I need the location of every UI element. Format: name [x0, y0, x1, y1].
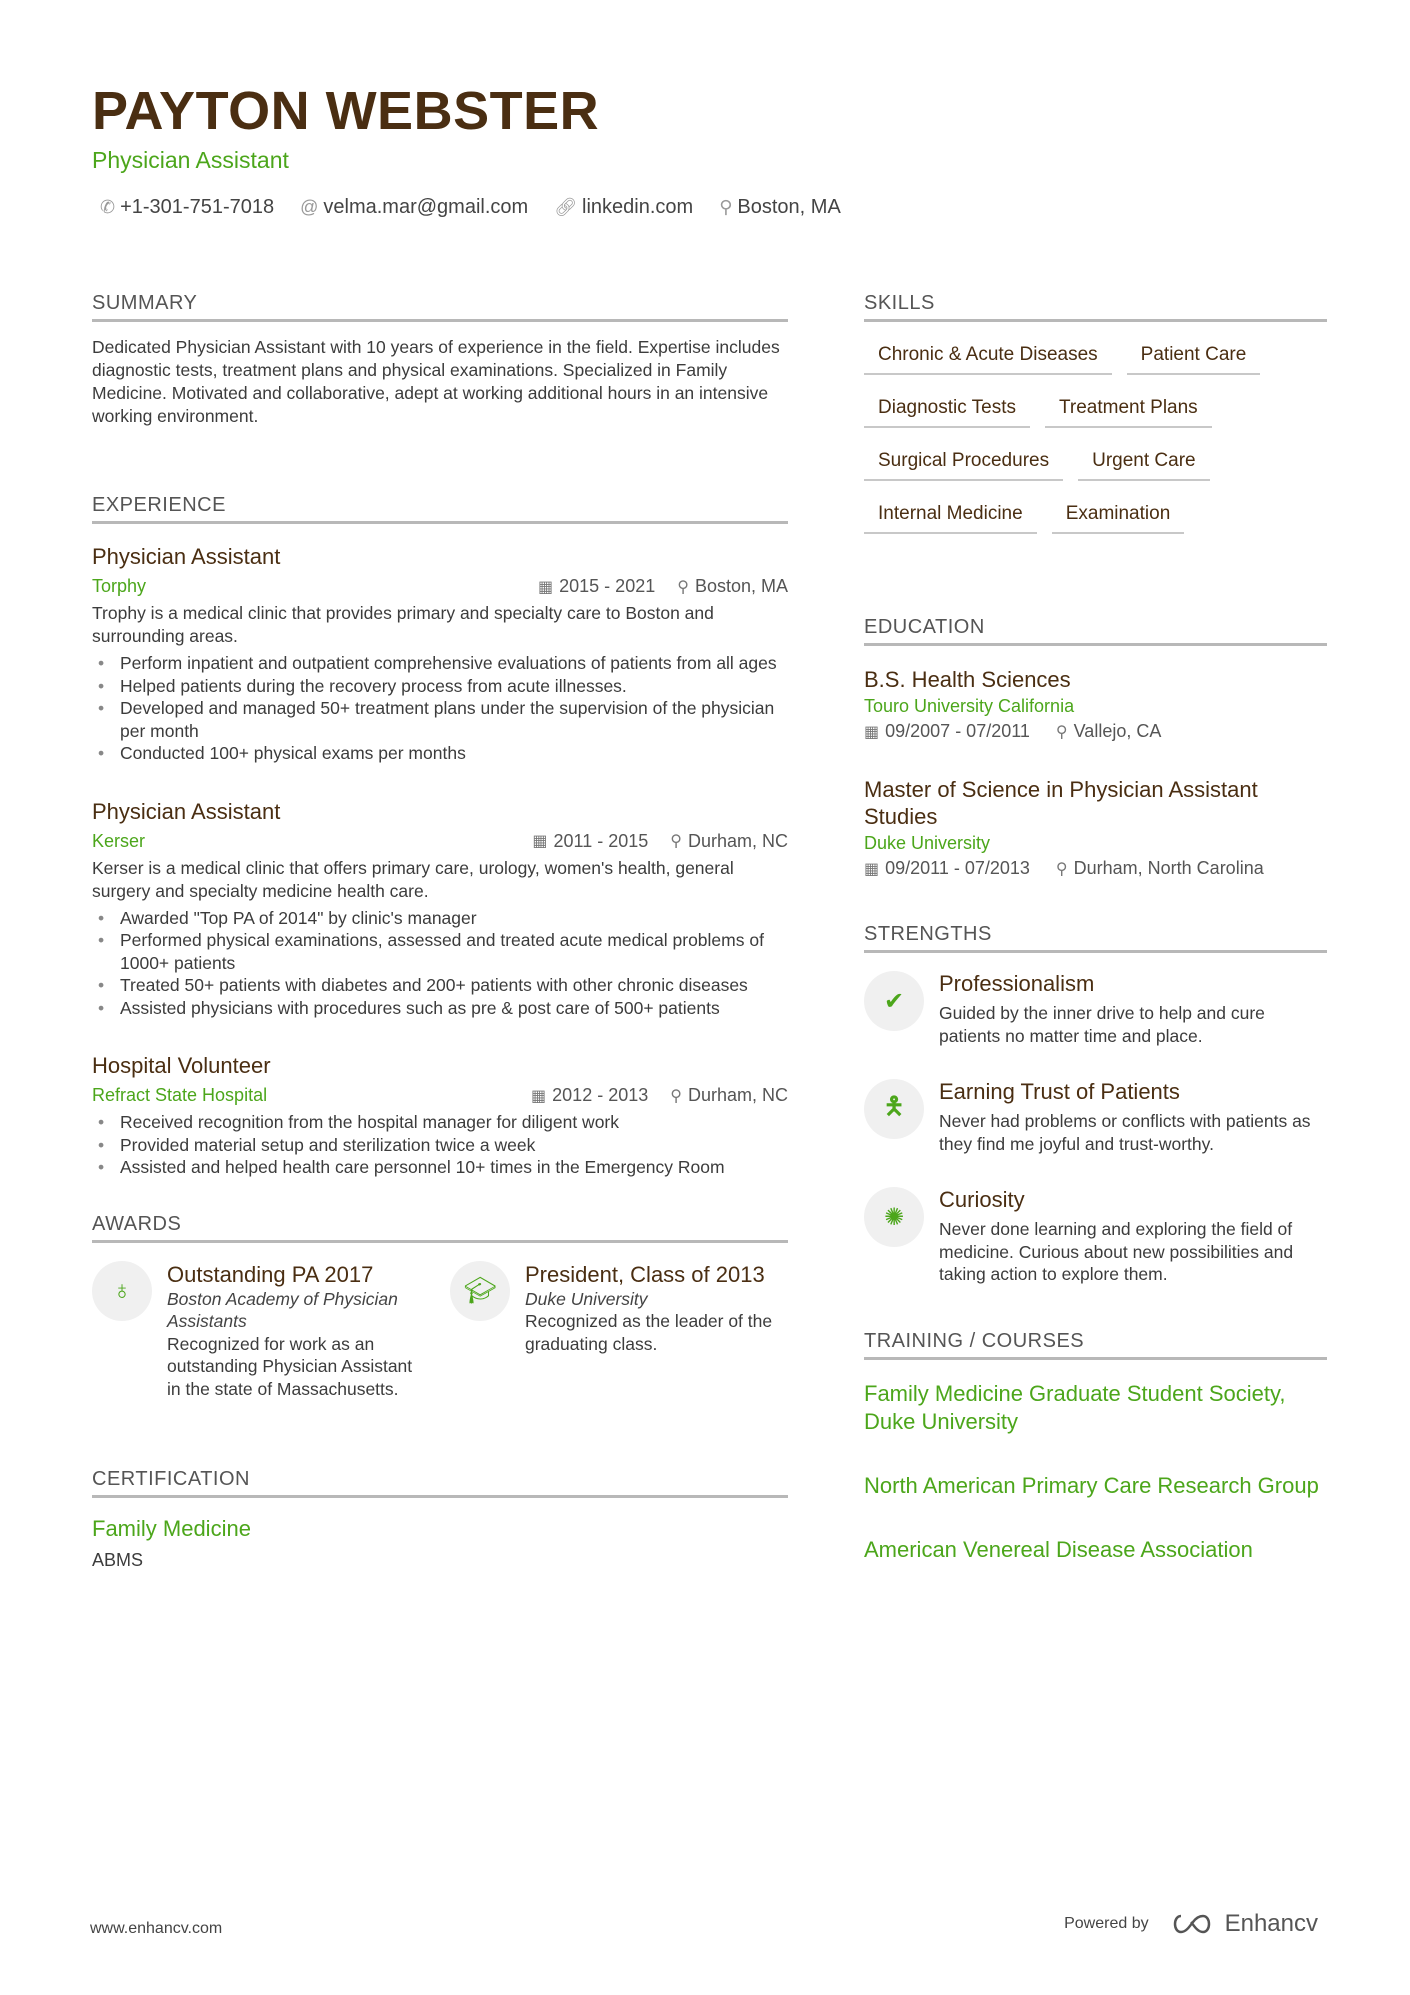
certification-org: ABMS [92, 1550, 144, 1570]
contact-email[interactable] [300, 196, 528, 219]
education-dates: 09/2011 - 07/2013 [885, 858, 1030, 878]
contact-phone-text: +1-301-751-7018 [120, 196, 275, 218]
link-icon: 🔗︎ [554, 197, 578, 217]
strength-item [864, 1187, 1327, 1286]
job-company: Torphy [92, 576, 147, 596]
education-school: Duke University [864, 833, 991, 853]
job-dates: 2015 - 2021 [559, 576, 656, 596]
footer-branding [1064, 1910, 1318, 1938]
list-item: • Helped patients during the recovery process from acute illnesses. [92, 675, 788, 698]
list-item: • Received recognition from the hospital manager for diligent work [92, 1111, 788, 1134]
contact-bar [100, 196, 841, 219]
job-location: Durham, NC [687, 1085, 788, 1105]
skill-tag: Patient Care [1127, 340, 1261, 375]
skill-tag: Diagnostic Tests [864, 393, 1030, 428]
at-icon: @ [300, 197, 319, 217]
course-item: American Venereal Disease Association [864, 1536, 1253, 1562]
strength-description: Never had problems or conflicts with patients as they find me joyful and trust-worthy. [939, 1111, 1311, 1154]
job-title: Physician Assistant [92, 798, 281, 824]
strength-description: Guided by the inner drive to help and cure patients no matter time and place. [939, 1003, 1265, 1046]
job-description: Kerser is a medical clinic that offers primary care, urology, women's health, general surgery and specialty medicine health care. [92, 857, 734, 901]
job-entry [92, 799, 788, 1020]
awards-section [92, 1213, 788, 1401]
contact-location [719, 196, 841, 219]
skill-tag: Treatment Plans [1045, 393, 1212, 428]
education-degree: Master of Science in Physician Assistant Studies [864, 777, 1258, 829]
calendar-icon: ▦ [531, 1087, 547, 1105]
location-icon: ⚲ [677, 578, 689, 596]
certification-name: Family Medicine [92, 1516, 251, 1541]
certification-heading: CERTIFICATION [92, 1468, 788, 1498]
location-icon: ⚲ [1055, 860, 1068, 878]
awards-heading: AWARDS [92, 1213, 788, 1243]
job-bullets [92, 907, 788, 1020]
award-title: President, Class of 2013 [525, 1261, 765, 1287]
education-dates: 09/2007 - 07/2011 [885, 721, 1030, 741]
summary-heading: SUMMARY [92, 292, 788, 322]
certification-section [92, 1468, 788, 1571]
experience-section [92, 494, 788, 1179]
enhancv-logo[interactable] [1169, 1910, 1318, 1938]
summary-text: Dedicated Physician Assistant with 10 years of experience in the field. Expertise includes diagnostic tests, treatment plans and physical examinations. Specialized in Family Medicine. Motivated and collaborative, adept at working additional hours in an intensive working environment. [92, 337, 780, 426]
job-dates: 2012 - 2013 [552, 1085, 649, 1105]
contact-location-text: Boston, MA [737, 196, 841, 218]
job-bullets [92, 652, 788, 765]
education-degree: B.S. Health Sciences [864, 667, 1071, 692]
award-org: Boston Academy of Physician Assistants [167, 1288, 398, 1331]
job-entry [92, 1053, 788, 1179]
footer-website[interactable]: www.enhancv.com [90, 1920, 223, 1937]
list-item: • Conducted 100+ physical exams per months [92, 742, 788, 765]
person-icon: 🯅 [864, 1079, 924, 1139]
list-item: • Treated 50+ patients with diabetes and 200+ patients with other chronic diseases [92, 974, 788, 997]
contact-linkedin-text: linkedin.com [582, 196, 694, 218]
strength-title: Earning Trust of Patients [939, 1079, 1180, 1104]
job-bullets [92, 1111, 788, 1179]
job-dates: 2011 - 2015 [553, 830, 649, 851]
graduation-cap-icon: 🎓︎ [450, 1261, 510, 1321]
education-entry [864, 666, 1327, 742]
education-school: Touro University California [864, 696, 1075, 716]
job-entry [92, 544, 788, 765]
list-item: • Assisted physicians with procedures such as pre & post care of 500+ patients [92, 997, 788, 1020]
job-description: Trophy is a medical clinic that provides primary and specialty care to Boston and surrounding areas. [92, 603, 714, 646]
job-location: Boston, MA [694, 576, 788, 596]
location-icon: ⚲ [670, 833, 682, 850]
contact-phone[interactable] [100, 196, 274, 219]
skill-tag: Internal Medicine [864, 499, 1037, 534]
list-item: • Perform inpatient and outpatient comprehensive evaluations of patients from all ages [92, 652, 788, 675]
brand-name: Enhancv [1224, 1910, 1318, 1937]
strength-description: Never done learning and exploring the field of medicine. Curious about new possibilities and taking action to explore them. [939, 1219, 1294, 1284]
skills-list [864, 340, 1334, 534]
job-title: Physician Assistant [92, 544, 281, 569]
education-location: Vallejo, CA [1073, 721, 1162, 741]
calendar-icon: ▦ [864, 860, 880, 878]
location-icon: ⚲ [670, 1087, 682, 1105]
calendar-icon: ▦ [532, 833, 548, 850]
job-company: Refract State Hospital [92, 1085, 268, 1105]
skills-heading: SKILLS [864, 292, 1327, 322]
left-column [92, 292, 788, 1571]
strength-title: Curiosity [939, 1187, 1025, 1212]
training-section [864, 1330, 1327, 1564]
right-column [864, 292, 1327, 1600]
skill-tag: Urgent Care [1078, 446, 1210, 481]
candidate-name: PAYTON WEBSTER [92, 81, 600, 141]
job-company: Kerser [92, 830, 146, 851]
strength-title: Professionalism [939, 971, 1095, 996]
job-meta [92, 1085, 788, 1106]
lightbulb-icon: ✺ [864, 1187, 924, 1247]
medal-icon: ♁ [92, 1261, 152, 1321]
award-org: Duke University [525, 1288, 648, 1309]
skill-tag: Chronic & Acute Diseases [864, 340, 1112, 375]
job-title: Hospital Volunteer [92, 1053, 271, 1078]
strengths-heading: STRENGTHS [864, 923, 1327, 953]
powered-by-text: Powered by [1064, 1915, 1149, 1932]
check-icon: ✔ [864, 971, 924, 1031]
strength-item [864, 971, 1327, 1047]
summary-section [92, 292, 788, 428]
job-meta [92, 831, 788, 852]
education-section [864, 616, 1327, 879]
candidate-role: Physician Assistant [92, 147, 289, 173]
location-icon: ⚲ [1055, 723, 1068, 741]
job-meta [92, 576, 788, 597]
infinity-icon [1169, 1912, 1215, 1936]
award-item [450, 1261, 788, 1401]
list-item: • Provided material setup and sterilization twice a week [92, 1134, 788, 1157]
education-location: Durham, North Carolina [1073, 858, 1264, 878]
award-description: Recognized as the leader of the graduating class. [525, 1311, 773, 1354]
skill-tag: Surgical Procedures [864, 446, 1063, 481]
strength-item [864, 1079, 1327, 1155]
course-item: North American Primary Care Research Group [864, 1472, 1319, 1498]
course-item: Family Medicine Graduate Student Society, Duke University [864, 1380, 1286, 1434]
skill-tag: Examination [1052, 499, 1185, 534]
job-location: Durham, NC [687, 830, 788, 851]
calendar-icon: ▦ [538, 578, 554, 596]
education-entry [864, 776, 1327, 879]
award-item [92, 1261, 430, 1401]
experience-heading: EXPERIENCE [92, 494, 788, 524]
list-item: • Awarded "Top PA of 2014" by clinic's manager [92, 907, 788, 930]
list-item: • Assisted and helped health care personnel 10+ times in the Emergency Room [92, 1156, 788, 1179]
award-title: Outstanding PA 2017 [167, 1261, 374, 1287]
award-description: Recognized for work as an outstanding Physician Assistant in the state of Massachusetts. [167, 1333, 413, 1399]
list-item: • Developed and managed 50+ treatment plans under the supervision of the physician per month [92, 697, 788, 742]
contact-linkedin[interactable] [554, 196, 693, 219]
skills-section [864, 292, 1327, 534]
training-heading: TRAINING / COURSES [864, 1330, 1327, 1360]
phone-icon: ✆ [100, 197, 116, 217]
calendar-icon: ▦ [864, 723, 880, 741]
location-icon: ⚲ [719, 197, 733, 217]
education-heading: EDUCATION [864, 616, 1327, 646]
contact-email-text: velma.mar@gmail.com [323, 196, 529, 218]
list-item: • Performed physical examinations, assessed and treated acute medical problems of 1000+ patients [92, 929, 788, 974]
strengths-section [864, 923, 1327, 1286]
